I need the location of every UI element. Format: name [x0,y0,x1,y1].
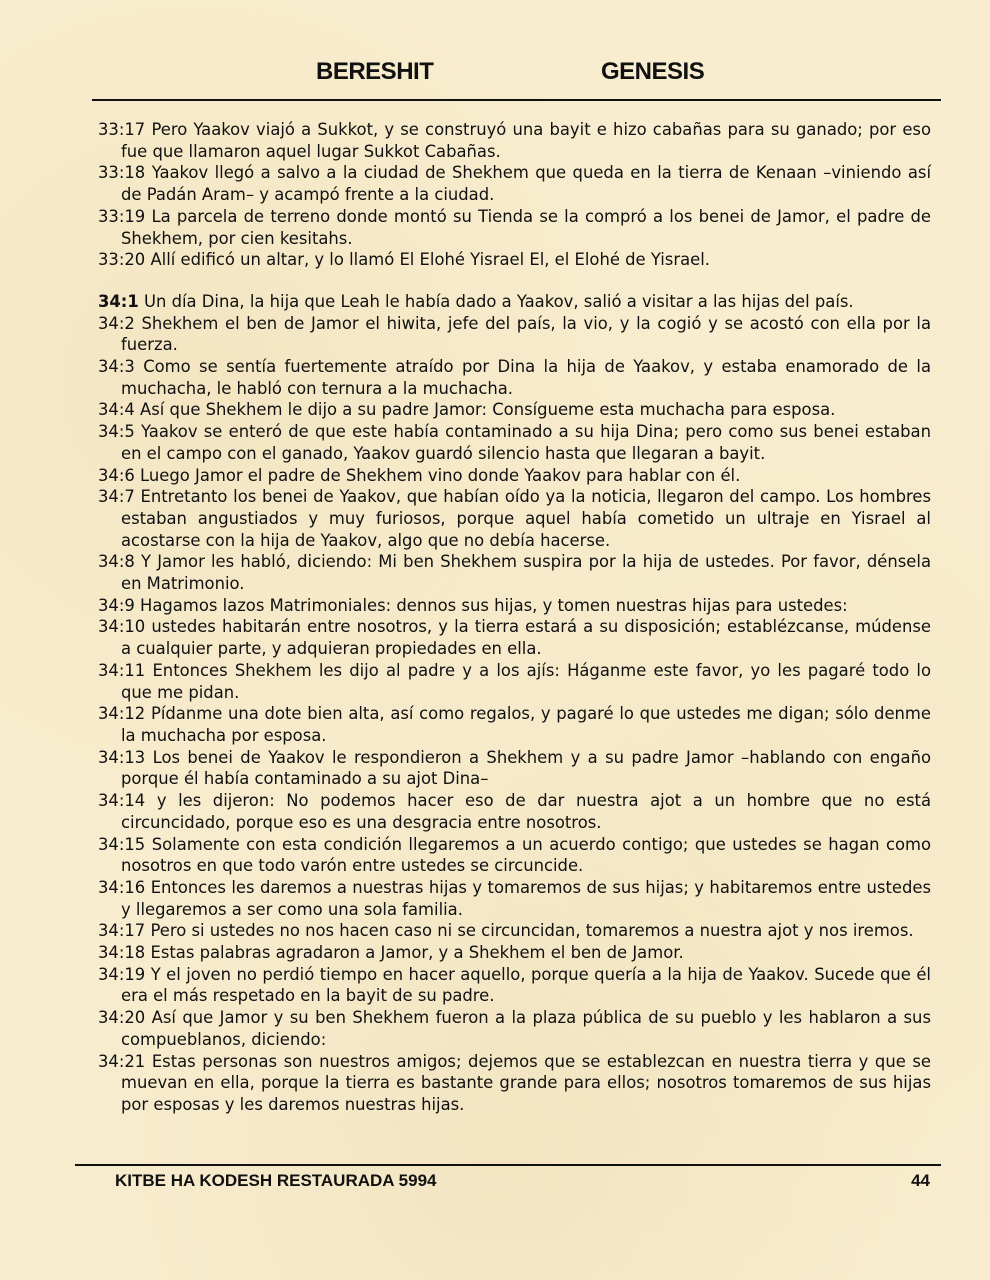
verse-text: Y el joven no perdió tiempo en hacer aquello, porque quería a la hija de Yaakov. Sucede que él era el más respetado en la bayit de su padre. [121,964,931,1006]
verse-text: Así que Jamor y su ben Shekhem fueron a la plaza pública de su pueblo y les hablaron a sus compueblanos, diciendo: [121,1008,931,1049]
verse-reference: 34:4 [98,400,135,420]
footer-rule [75,1164,941,1166]
verse [98,486,931,551]
verse-reference: 33:20 [98,250,146,270]
verse-reference: 34:14 [98,791,146,811]
verse-text: Pídanme una dote bien alta, así como regalos, y pagaré lo que ustedes me digan; sólo denme la muchacha por esposa. [121,704,931,745]
verse [98,920,931,942]
verse [98,399,931,421]
verse-reference: 33:18 [98,163,146,183]
verse-reference: 34:17 [98,921,146,941]
verse [98,703,931,746]
verse-reference: 34:12 [98,704,146,724]
page-number: 44 [911,1171,930,1190]
verse-reference: 34:18 [98,943,146,963]
header-rule [92,99,941,101]
verse [98,119,931,162]
verse-text: ustedes habitarán entre nosotros, y la tierra estará a su disposición; establézcanse, múdense a cualquier parte, y adquieran propiedades en ella. [121,617,931,659]
verse [98,291,931,313]
scripture-text [98,119,931,1116]
verse-text: Pero Yaakov viajó a Sukkot, y se construyó una bayit e hizo cabañas para su ganado; por eso fue que llamaron aquel lugar Sukkot Cabañas. [121,120,931,161]
header-book-english: GENESIS [601,58,705,85]
verse [98,660,931,703]
verse-reference: 34:20 [98,1008,146,1028]
verse [98,834,931,877]
header-book-hebrew: BERESHIT [316,58,434,85]
footer-title: KITBE HA KODESH RESTAURADA 5994 [115,1171,437,1190]
verse-text: Luego Jamor el padre de Shekhem vino donde Yaakov para hablar con él. [140,465,741,485]
verse-reference: 34:16 [98,877,146,897]
verse-text: Hagamos lazos Matrimoniales: dennos sus hijas, y tomen nuestras hijas para ustedes: [140,595,848,615]
verse [98,964,931,1007]
verse-reference: 34:9 [98,595,135,615]
verse-text: Shekhem el ben de Jamor el hiwita, jefe del país, la vio, y la cogió y se acostó con ella por la fuerza. [121,313,931,355]
verse-reference: 34:1 [98,291,139,311]
verse-reference: 34:8 [98,552,135,572]
verse [98,1007,931,1050]
verse [98,249,931,271]
verse [98,747,931,790]
verse-reference: 34:5 [98,422,135,442]
verse-text: Los benei de Yaakov le respondieron a Shekhem y a su padre Jamor –hablando con engaño porque él había contaminado a su ajot Dina– [121,747,931,789]
verse [98,206,931,249]
verse-text: Y Jamor les habló, diciendo: Mi ben Shekhem suspira por la hija de ustedes. Por favor, dénsela en Matrimonio. [121,552,931,594]
verse-text: Yaakov llegó a salvo a la ciudad de Shekhem que queda en la tierra de Kenaan –viniendo así de Padán Aram– y acampó frente a la ciudad. [121,163,931,205]
verse-reference: 34:3 [98,357,135,377]
verse-reference: 34:13 [98,747,146,767]
verse-text: Solamente con esta condición llegaremos a un acuerdo contigo; que ustedes se hagan como nosotros en que todo varón entre ustedes se circuncide. [121,834,931,876]
verse-text: Entretanto los benei de Yaakov, que habían oído ya la noticia, llegaron del campo. Los hombres estaban angustiados y muy furiosos, porque aquel había cometido un ultraje en Yisrael al acostarse con la hija de Yaakov, algo que no debía hacerse. [121,487,931,550]
verse-text: Yaakov se enteró de que este había contaminado a su hija Dina; pero como sus benei estaban en el campo con el ganado, Yaakov guardó silencio hasta que llegaran a bayit. [121,422,931,463]
verse [98,162,931,205]
verse [98,942,931,964]
verse-text: Un día Dina, la hija que Leah le había dado a Yaakov, salió a visitar a las hijas del país. [144,291,854,311]
verse-reference: 34:15 [98,834,146,854]
verse-text: Estas personas son nuestros amigos; dejemos que se establezcan en nuestra tierra y que se muevan en ella, porque la tierra es bastante grande para ellos; nosotros tomaremos de sus hijas por esposas y les daremos nuestras hijas. [121,1051,931,1114]
verse-reference: 34:21 [98,1051,146,1071]
section-gap [98,271,931,291]
verse-text: Entonces Shekhem les dijo al padre y a los ajís: Háganme este favor, yo les pagaré todo lo que me pidan. [121,660,931,702]
verse [98,356,931,399]
verse [98,595,931,617]
verse-reference: 34:19 [98,964,146,984]
verse [98,616,931,659]
verse-reference: 33:19 [98,206,146,226]
verse-text: Así que Shekhem le dijo a su padre Jamor: Consígueme esta muchacha para esposa. [140,400,836,420]
verse [98,1051,931,1116]
verse [98,551,931,594]
verse [98,313,931,356]
verse [98,790,931,833]
verse-reference: 34:11 [98,660,146,680]
verse-text: La parcela de terreno donde montó su Tienda se la compró a los benei de Jamor, el padre de Shekhem, por cien kesitahs. [121,206,931,248]
verse-reference: 34:2 [98,313,135,333]
verse-reference: 34:10 [98,617,146,637]
verse-reference: 34:6 [98,465,135,485]
verse-text: Como se sentía fuertemente atraído por Dina la hija de Yaakov, y estaba enamorado de la muchacha, le habló con ternura a la muchacha. [121,357,931,398]
page-header [0,58,990,90]
verse-text: Estas palabras agradaron a Jamor, y a Shekhem el ben de Jamor. [150,943,684,963]
verse-text: y les dijeron: No podemos hacer eso de dar nuestra ajot a un hombre que no está circuncidado, porque eso es una desgracia entre nosotros. [121,791,931,832]
verse-reference: 33:17 [98,120,146,139]
verse-text: Pero si ustedes no nos hacen caso ni se circuncidan, tomaremos a nuestra ajot y nos iremos. [150,921,914,941]
verse [98,421,931,464]
verse-reference: 34:7 [98,487,135,507]
verse-text: Entonces les daremos a nuestras hijas y tomaremos de sus hijas; y habitaremos entre ustedes y llegaremos a ser como una sola familia. [121,877,931,919]
verse-text: Allí edificó un altar, y lo llamó El Elohé Yisrael El, el Elohé de Yisrael. [150,250,710,270]
verse [98,465,931,487]
verse [98,877,931,920]
